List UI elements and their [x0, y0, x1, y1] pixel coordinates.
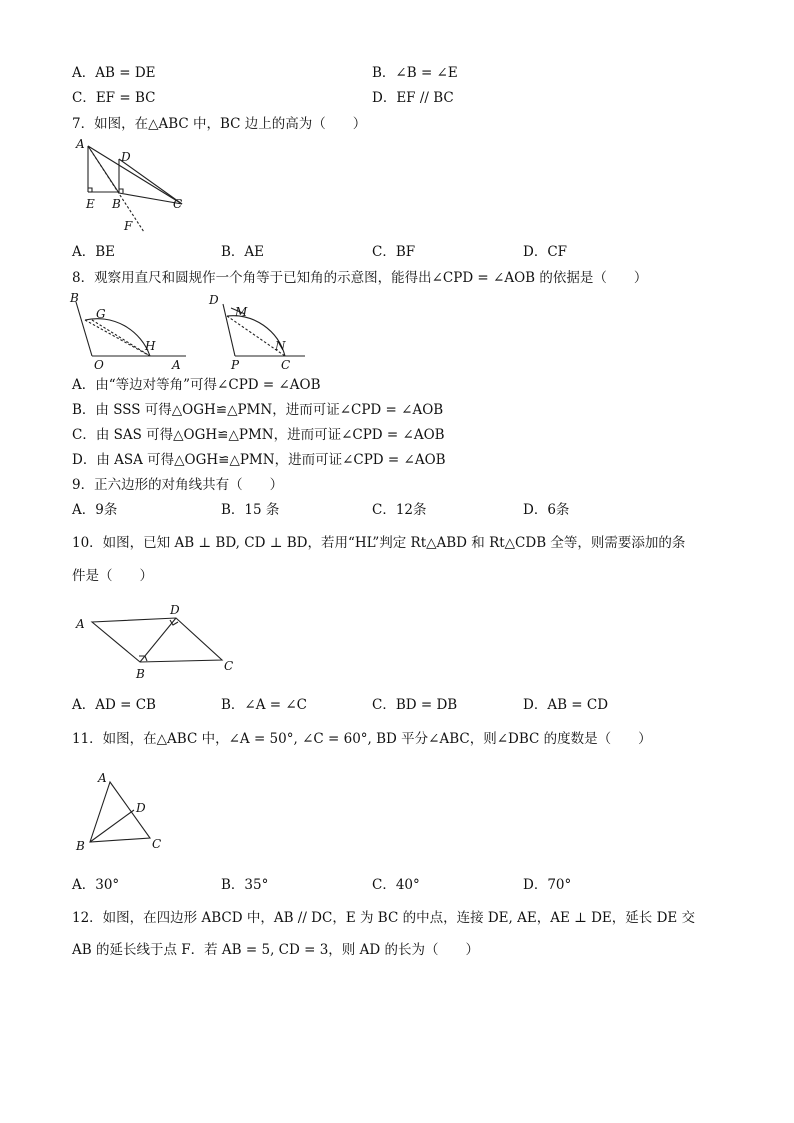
q11-option-b: B．35° [221, 877, 269, 893]
q10-stem-line1: 10．如图，已知 AB ⊥ BD, CD ⊥ BD，若用“HL”判定 Rt△ABD 和 Rt△CDB 全等，则需要添加的条 [72, 535, 686, 551]
q10-option-a: A．AD = CB [72, 697, 156, 713]
q11-stem: 11．如图，在△ABC 中，∠A = 50°, ∠C = 60°, BD 平分∠ABC，则∠DBC 的度数是（ ） [72, 731, 652, 747]
q8-option-b: B．由 SSS 可得△OGH≌△PMN，进而可证∠CPD = ∠AOB [72, 402, 444, 418]
q7-label-b: B [112, 197, 121, 211]
q7-option-a: A．BE [72, 244, 116, 260]
q9-option-b: B．15 条 [221, 502, 280, 518]
q8-fig2-label-d: D [209, 293, 219, 307]
q7-stem: 7．如图，在△ABC 中，BC 边上的高为（ ） [72, 116, 367, 132]
q8-fig1-label-o: O [94, 358, 104, 372]
q7-option-c: C．BF [372, 244, 416, 260]
q9-option-c: C．12条 [372, 502, 427, 518]
q10-option-d: D．AB = CD [523, 697, 609, 713]
q8-option-a: A．由“等边对等角”可得∠CPD = ∠AOB [72, 377, 321, 393]
q10-label-c: C [224, 659, 234, 673]
q8-fig2-label-p: P [231, 358, 240, 372]
q6-option-d: D．EF // BC [372, 90, 454, 106]
q8-fig2-label-n: N [275, 339, 286, 353]
q9-option-a: A．9条 [72, 502, 118, 518]
q8-fig1-label-g: G [96, 307, 106, 321]
q7-triangle-abc [88, 146, 182, 204]
q8-stem: 8．观察用直尺和圆规作一个角等于已知角的示意图，能得出∠CPD = ∠AOB 的依据是（ ） [72, 270, 648, 286]
q11-option-a: A．30° [72, 877, 120, 893]
q11-label-c: C [152, 837, 162, 851]
q7-label-a: A [76, 137, 85, 151]
q10-quadrilateral [92, 618, 222, 662]
q8-fig1-label-a: A [172, 358, 181, 372]
q9-option-d: D．6条 [523, 502, 570, 518]
q10-option-c: C．BD = DB [372, 697, 458, 713]
q11-option-d: D．70° [523, 877, 572, 893]
q8-fig2-label-m: M [235, 305, 248, 319]
q11-figure [72, 766, 172, 856]
q12-stem-line1: 12．如图，在四边形 ABCD 中，AB // DC，E 为 BC 的中点，连接 DE, AE，AE ⊥ DE，延长 DE 交 [72, 910, 696, 926]
q9-stem: 9．正六边形的对角线共有（ ） [72, 477, 284, 493]
q8-fig1-label-h: H [145, 339, 156, 353]
q7-label-c: C [173, 197, 183, 211]
q10-option-b: B．∠A = ∠C [221, 697, 308, 713]
q7-figure [72, 136, 192, 238]
q11-label-d: D [136, 801, 146, 815]
q12-stem-line2: AB 的延长线于点 F．若 AB = 5, CD = 3，则 AD 的长为（ ） [72, 942, 479, 958]
q7-option-b: B．AE [221, 244, 265, 260]
q7-label-f: F [124, 219, 133, 233]
q8-option-d: D．由 ASA 可得△OGH≌△PMN，进而可证∠CPD = ∠AOB [72, 452, 446, 468]
q8-fig1-label-b: B [70, 291, 79, 305]
q8-figure-2 [205, 290, 310, 372]
q10-label-a: A [76, 617, 85, 631]
q8-figure-1 [68, 290, 188, 372]
q10-figure [72, 600, 242, 684]
q10-stem-line2: 件是（ ） [72, 568, 153, 584]
q8-option-c: C．由 SAS 可得△OGH≌△PMN，进而可证∠CPD = ∠AOB [72, 427, 445, 443]
q7-label-d: D [121, 150, 131, 164]
q8-fig2-label-c: C [281, 358, 291, 372]
q6-option-a: A．AB = DE [72, 65, 156, 81]
q6-option-b: B．∠B = ∠E [372, 65, 458, 81]
q7-option-d: D．CF [523, 244, 568, 260]
q11-label-b: B [76, 839, 85, 853]
q11-label-a: A [98, 771, 107, 785]
q6-option-c: C．EF = BC [72, 90, 156, 106]
q7-label-e: E [86, 197, 95, 211]
q10-label-b: B [136, 667, 145, 681]
q11-option-c: C．40° [372, 877, 420, 893]
q10-label-d: D [170, 603, 180, 617]
